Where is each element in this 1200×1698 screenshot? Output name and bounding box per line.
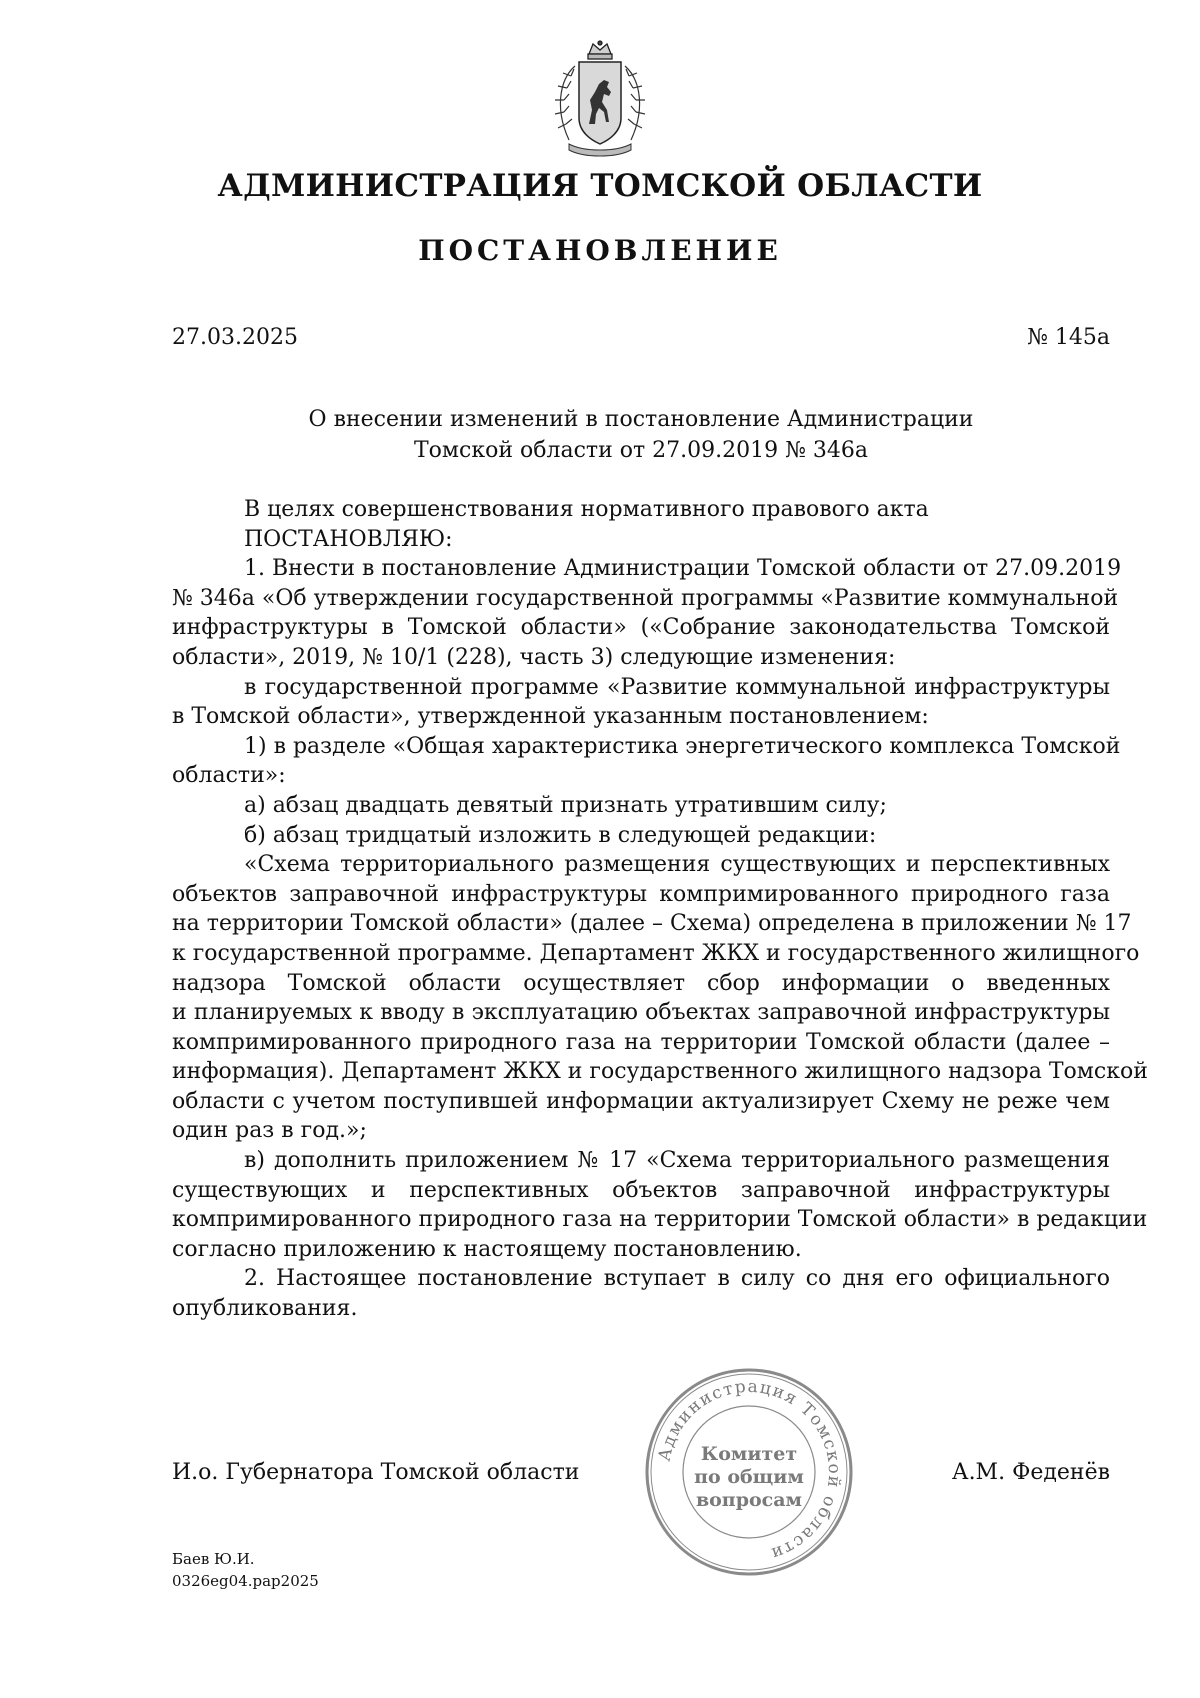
- body-line: компримированного природного газа на территории Томской области (далее –: [172, 1029, 1110, 1055]
- stamp-center-line: по общим: [694, 1466, 804, 1488]
- body-line: один раз в год.»;: [172, 1118, 367, 1144]
- document-type: ПОСТАНОВЛЕНИЕ: [418, 234, 782, 267]
- stamp-center-line: Комитет: [700, 1443, 798, 1465]
- body-line: в государственной программе «Развитие коммунальной инфраструктуры: [244, 674, 1110, 700]
- body-line: области»:: [172, 763, 286, 789]
- body-line: области с учетом поступившей информации актуализирует Схему не реже чем: [172, 1088, 1110, 1114]
- body-line: и планируемых к вводу в эксплуатацию объектах заправочной инфраструктуры: [172, 1000, 1110, 1026]
- body-line: компримированного природного газа на территории Томской области» в редакции: [172, 1207, 1148, 1233]
- document-date: 27.03.2025: [172, 325, 298, 350]
- document-number: № 145а: [1027, 325, 1110, 350]
- official-stamp: [643, 1366, 855, 1578]
- body-line: области», 2019, № 10/1 (228), часть 3) следующие изменения:: [172, 644, 896, 670]
- subject-line: О внесении изменений в постановление Администрации: [308, 407, 974, 432]
- signatory-name: А.М. Феденёв: [951, 1460, 1110, 1485]
- organization-name: АДМИНИСТРАЦИЯ ТОМСКОЙ ОБЛАСТИ: [217, 168, 983, 204]
- body-line: надзора Томской области осуществляет сбор информации о введенных: [172, 970, 1110, 996]
- stamp-center-line: вопросам: [695, 1489, 803, 1511]
- executor-name: Баев Ю.И.: [172, 1550, 255, 1568]
- stamp-ring-text: Администрация Томской области: [654, 1376, 845, 1564]
- body-line: В целях совершенствования нормативного правового акта: [244, 497, 929, 522]
- body-line: «Схема территориального размещения существующих и перспективных: [244, 852, 1110, 878]
- body-line: информация). Департамент ЖКХ и государственного жилищного надзора Томской: [172, 1059, 1148, 1085]
- body-line: а) абзац двадцать девятый признать утратившим силу;: [244, 792, 887, 818]
- document-body: [172, 495, 1148, 1324]
- body-line: 1. Внести в постановление Администрации Томской области от 27.09.2019: [244, 556, 1122, 582]
- body-line: существующих и перспективных объектов заправочной инфраструктуры: [172, 1177, 1110, 1203]
- body-line: на территории Томской области» (далее – Схема) определена в приложении № 17: [172, 911, 1132, 937]
- document-subject: [172, 404, 1110, 466]
- coat-of-arms-emblem: [549, 40, 651, 162]
- body-line: № 346а «Об утверждении государственной программы «Развитие коммунальной: [172, 585, 1119, 611]
- body-line: к государственной программе. Департамент ЖКХ и государственного жилищного: [172, 940, 1140, 966]
- file-code: 0326eg04.pap2025: [172, 1572, 319, 1590]
- body-line: 1) в разделе «Общая характеристика энергетического комплекса Томской: [244, 733, 1121, 759]
- body-line: объектов заправочной инфраструктуры компримированного природного газа: [172, 881, 1110, 907]
- body-line: инфраструктуры в Томской области» («Собрание законодательства Томской: [172, 615, 1110, 641]
- body-line: согласно приложению к настоящему постановлению.: [172, 1236, 802, 1262]
- body-line: в Томской области», утвержденной указанным постановлением:: [172, 704, 929, 730]
- body-line: в) дополнить приложением № 17 «Схема территориального размещения: [244, 1148, 1110, 1174]
- body-line: ПОСТАНОВЛЯЮ:: [244, 526, 453, 552]
- footer-note: [172, 1548, 319, 1592]
- body-line: б) абзац тридцатый изложить в следующей редакции:: [244, 822, 877, 848]
- subject-line: Томской области от 27.09.2019 № 346а: [413, 438, 869, 463]
- body-line: опубликования.: [172, 1296, 358, 1322]
- signatory-position: И.о. Губернатора Томской области: [172, 1460, 580, 1485]
- body-line: 2. Настоящее постановление вступает в силу со дня его официального: [244, 1266, 1110, 1292]
